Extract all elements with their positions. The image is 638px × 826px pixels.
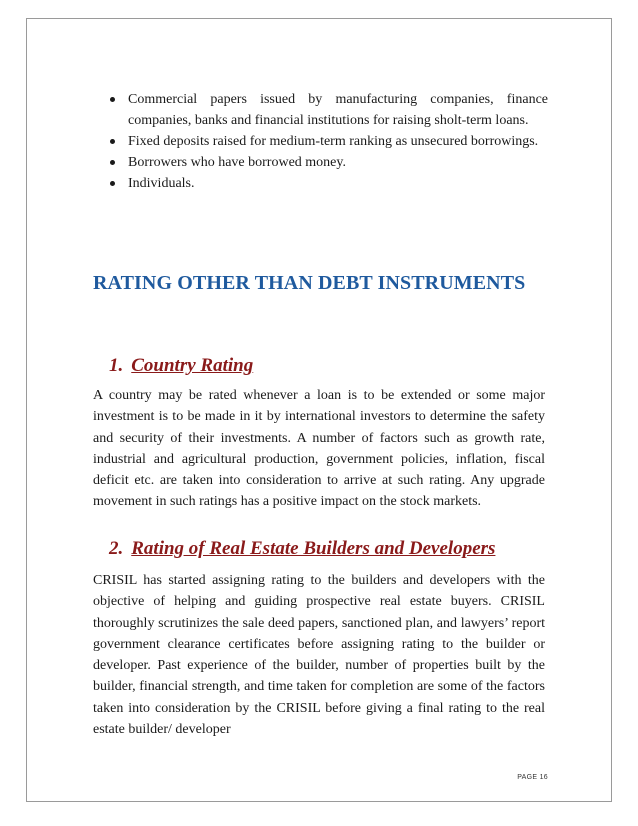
page-number: PAGE 16	[517, 774, 548, 781]
country-rating-heading	[109, 355, 253, 377]
heading-number: 1.	[109, 355, 124, 376]
real-estate-rating-heading	[109, 538, 495, 560]
heading-title: Rating of Real Estate Builders and Developers	[131, 538, 496, 559]
bullet-item: Individuals.	[96, 173, 548, 194]
real-estate-rating-paragraph: CRISIL has started assigning rating to the builders and developers with the objective of helping and guiding prospective real estate buyers. CRISIL thoroughly scrutinizes the sale deed papers, sanctioned plan, and lawyers’ report government clearance certificates before assigning rating to the builder or developer. Past experience of the builder, number of properties built by the builder, financial strength, and time taken for completion are some of the factors taken into consideration by the CRISIL before giving a final rating to the real estate builder/ developer	[93, 573, 545, 738]
section-heading: RATING OTHER THAN DEBT INSTRUMENTS	[93, 272, 526, 294]
heading-number: 2.	[109, 538, 124, 559]
country-rating-paragraph: A country may be rated whenever a loan is to be extended or some major investment is to be made in it by international investors to determine the safety and security of their investments. A number of factors such as growth rate, industrial and agricultural production, government policies, inflation, fiscal deficit etc. are taken into consideration to arrive at such rating. Any upgrade movement in such ratings has a positive impact on the stock markets.	[93, 388, 545, 510]
heading-title: Country Rating	[131, 355, 254, 376]
bullet-item: Borrowers who have borrowed money.	[96, 152, 548, 173]
bullet-item: Fixed deposits raised for medium-term ranking as unsecured borrowings.	[96, 131, 548, 152]
bullet-list	[96, 89, 548, 194]
bullet-item: Commercial papers issued by manufacturing companies, finance companies, banks and financial institutions for raising sholt-term loans.	[96, 89, 548, 131]
